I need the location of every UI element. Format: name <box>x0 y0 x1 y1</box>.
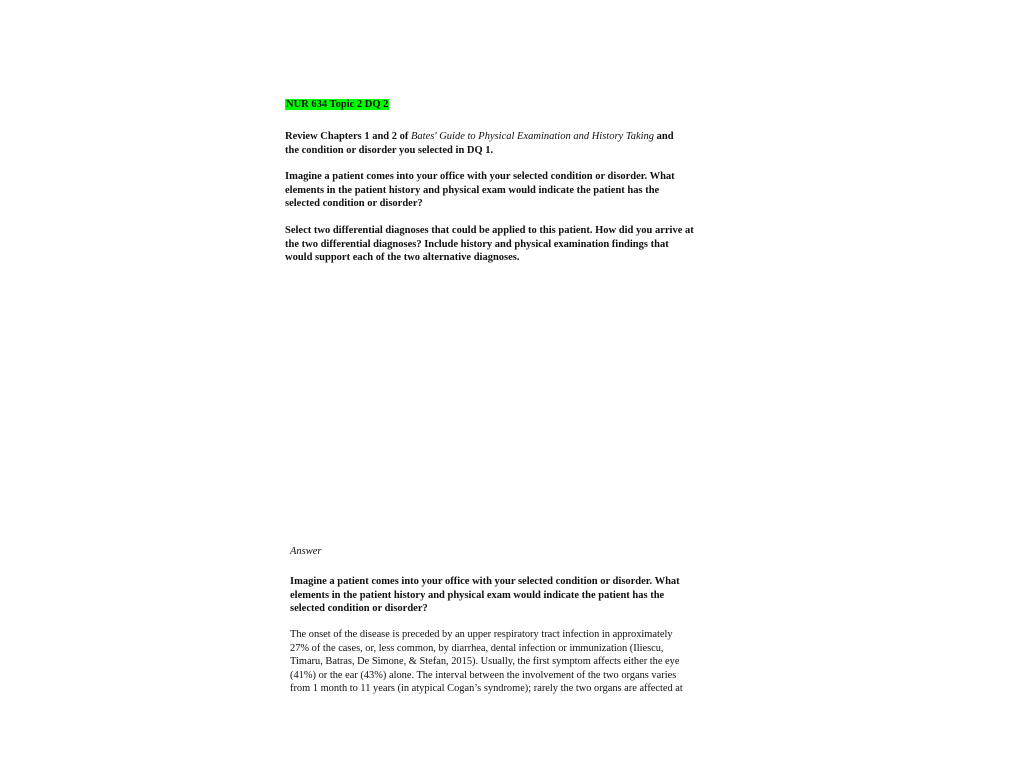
answer-question-line: selected condition or disorder? <box>290 603 428 614</box>
highlighted-title: NUR 634 Topic 2 DQ 2 <box>286 99 389 110</box>
document-title <box>285 98 389 112</box>
answer-body-line: from 1 month to 11 years (in atypical Cogan’s syndrome); rarely the two organs are affected at <box>290 683 683 694</box>
answer-question-line: Imagine a patient comes into your office with your selected condition or disorder. What <box>290 576 680 587</box>
answer-body-line: The onset of the disease is preceded by an upper respiratory tract infection in approximately <box>290 629 673 640</box>
review-line-1 <box>285 130 745 144</box>
review-line-2: the condition or disorder you selected in DQ 1. <box>285 144 494 156</box>
answer-body-line: (41%) or the ear (43%) alone. The interval between the involvement of the two organs varies <box>290 669 677 681</box>
review-prefix: Review Chapters 1 and 2 of <box>285 131 411 142</box>
review-suffix: and <box>654 131 674 142</box>
question-1-line: Imagine a patient comes into your office with your selected condition or disorder. What <box>285 171 675 182</box>
question-2 <box>285 224 745 265</box>
answer-body-line: 27% of the cases, or, less common, by diarrhea, dental infection or immunization (Iliescu, <box>290 642 664 654</box>
review-instructions <box>285 130 745 157</box>
question-1-line: elements in the patient history and physical exam would indicate the patient has the <box>285 184 660 196</box>
answer-label: Answer <box>290 546 322 557</box>
answer-question <box>290 575 740 616</box>
question-2-line: the two differential diagnoses? Include history and physical examination findings that <box>285 238 669 250</box>
question-2-line: would support each of the two alternative diagnoses. <box>285 252 520 263</box>
book-title: Bates' Guide to Physical Examination and History Taking <box>411 131 655 142</box>
question-1-line: selected condition or disorder? <box>285 198 423 209</box>
answer-body-line: Timaru, Batras, De Simone, & Stefan, 2015). Usually, the first symptom affects either the eye <box>290 656 680 667</box>
question-1 <box>285 170 745 211</box>
question-2-line: Select two differential diagnoses that could be applied to this patient. How did you arrive at <box>285 225 694 236</box>
answer-question-line: elements in the patient history and physical exam would indicate the patient has the <box>290 589 665 601</box>
answer-body <box>290 628 740 696</box>
